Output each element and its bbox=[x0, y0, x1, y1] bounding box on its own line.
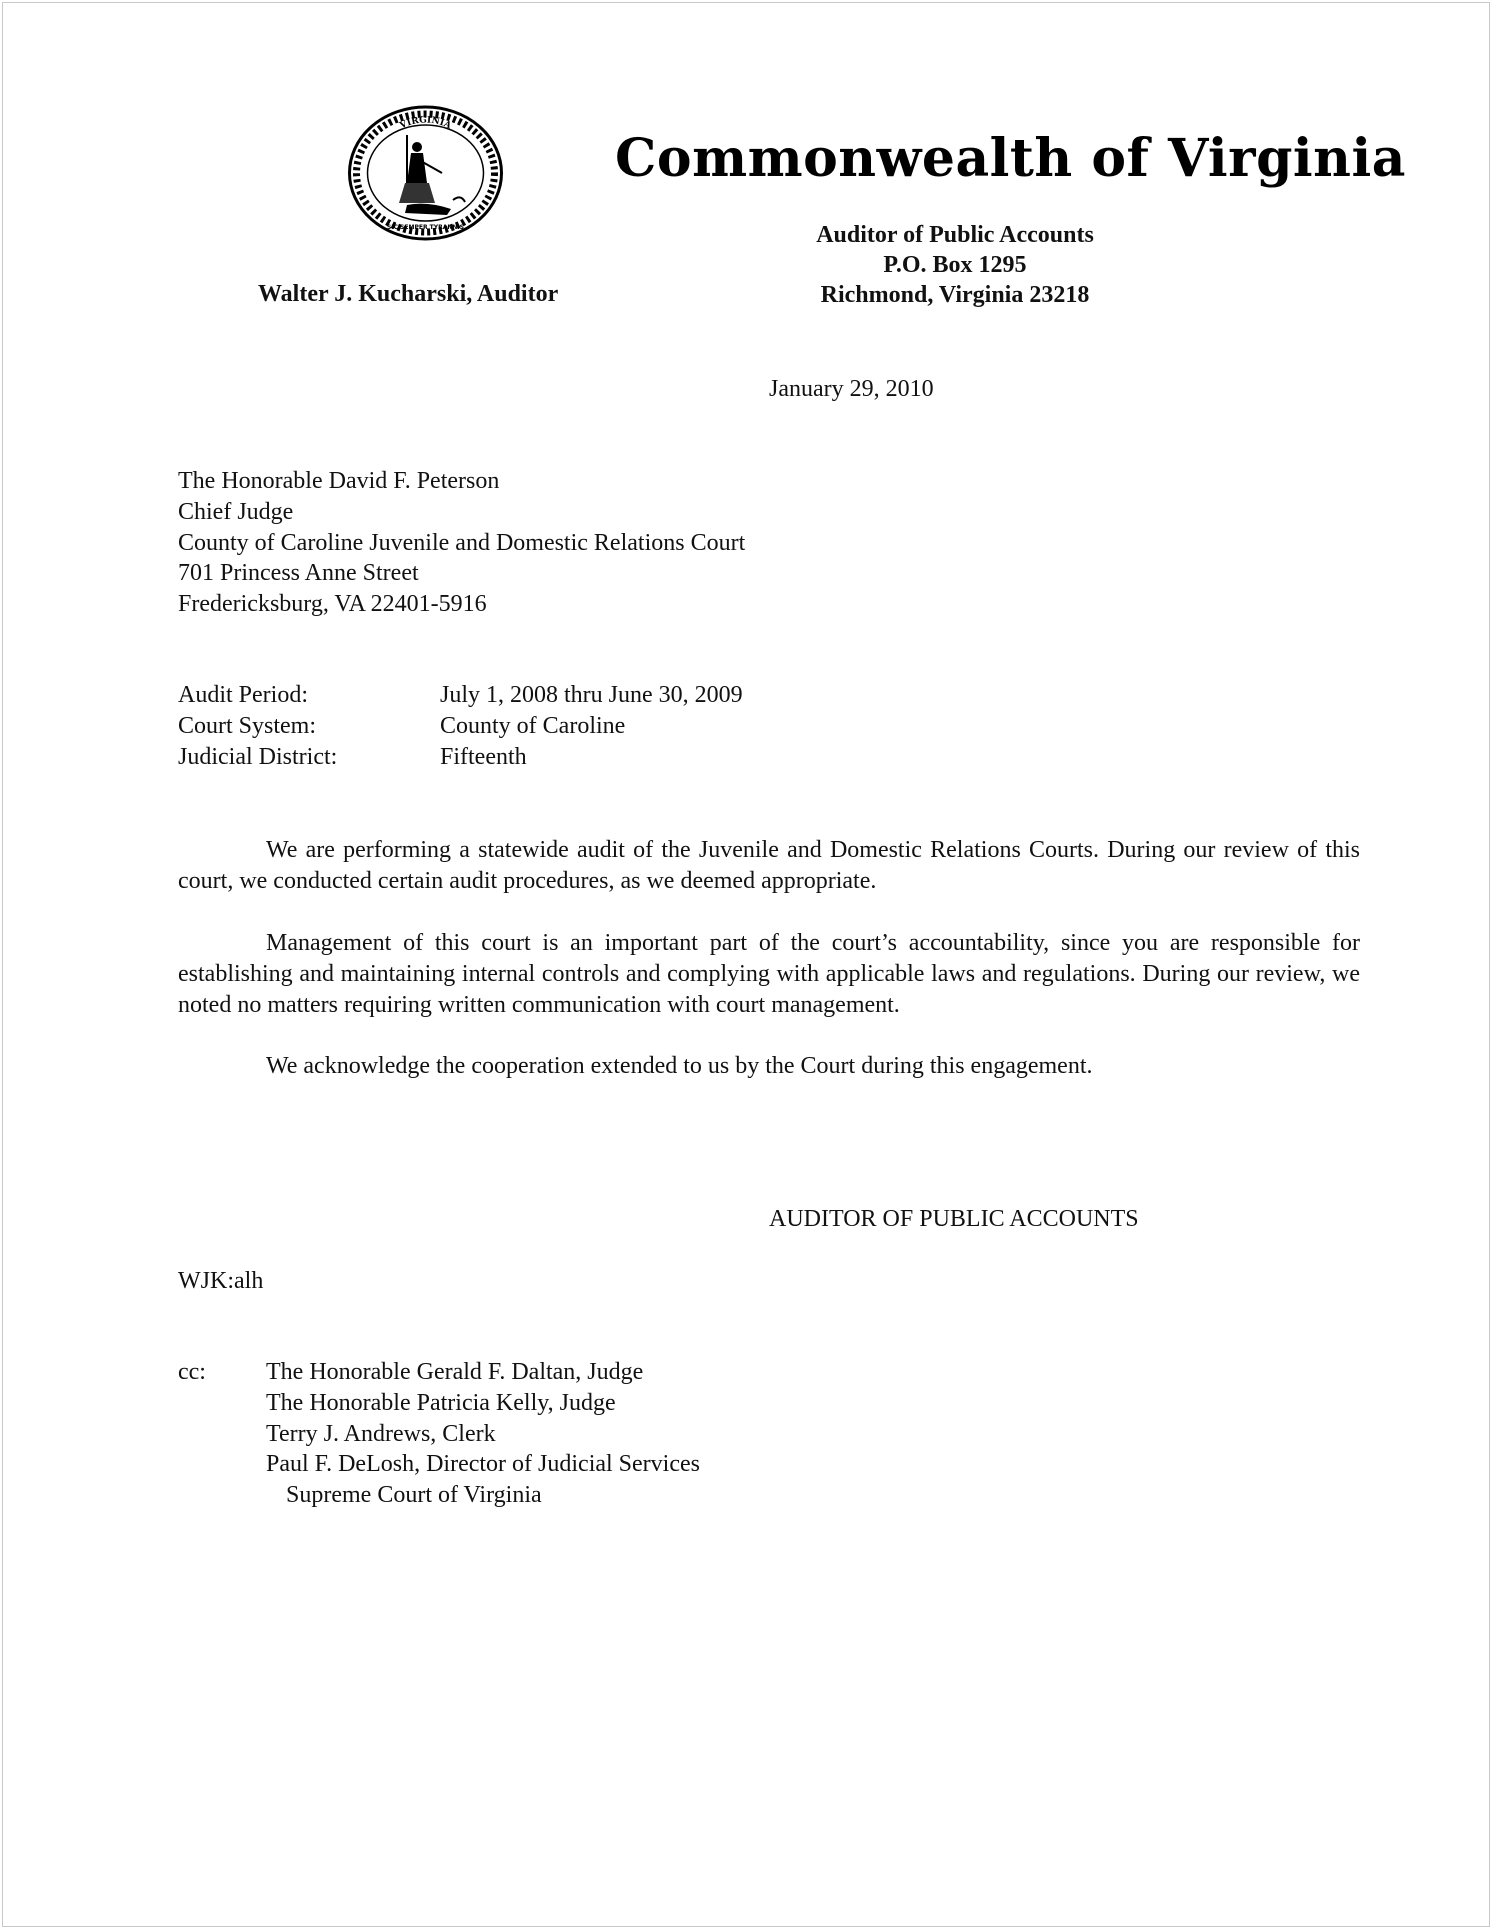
cc-recipient: The Honorable Patricia Kelly, Judge bbox=[266, 1389, 616, 1416]
recipient-court: County of Caroline Juvenile and Domestic Relations Court bbox=[178, 529, 746, 556]
cc-recipient: Paul F. DeLosh, Director of Judicial Services bbox=[266, 1451, 700, 1478]
paragraph-text: We acknowledge the cooperation extended to us by the Court during this engagement. bbox=[266, 1053, 1093, 1079]
reference-initials: WJK:alh bbox=[178, 1268, 264, 1294]
paragraph-text: We are performing a statewide audit of the Juvenile and Domestic Relations Courts. During our review of this court, we conducted certain audit procedures, as we deemed appropriate. bbox=[178, 837, 1360, 894]
office-name: Auditor of Public Accounts bbox=[816, 222, 1094, 248]
court-system-value: County of Caroline bbox=[440, 712, 626, 739]
paragraph-text: Management of this court is an important part of the court’s accountability, since you are responsible for establishing and maintaining internal controls and complying with applicable laws and regulations. During our review, we noted no matters requiring written communication with court management. bbox=[178, 930, 1360, 1018]
cc-recipient: The Honorable Gerald F. Daltan, Judge bbox=[266, 1359, 644, 1385]
recipient-street: 701 Princess Anne Street bbox=[178, 560, 419, 587]
cc-block bbox=[178, 1357, 700, 1511]
cc-label: cc: bbox=[178, 1359, 206, 1385]
cc-list bbox=[266, 1357, 700, 1511]
virginia-seal-icon bbox=[347, 105, 504, 241]
cc-recipient: Terry J. Andrews, Clerk bbox=[266, 1420, 496, 1447]
recipient-title: Chief Judge bbox=[178, 498, 294, 525]
audit-info-row bbox=[178, 680, 743, 711]
recipient-city: Fredericksburg, VA 22401-5916 bbox=[178, 591, 487, 618]
letterhead-title: Commonwealth of Virginia bbox=[615, 128, 1406, 189]
judicial-district-label: Judicial District: bbox=[178, 743, 338, 770]
body-paragraph-3 bbox=[178, 1051, 1360, 1082]
signature-block: AUDITOR OF PUBLIC ACCOUNTS bbox=[769, 1206, 1139, 1232]
body-paragraph-1 bbox=[178, 835, 1360, 897]
svg-text:SIC SEMPER TYRANNIS: SIC SEMPER TYRANNIS bbox=[387, 224, 464, 231]
recipient-name: The Honorable David F. Peterson bbox=[178, 468, 500, 494]
audit-info-row bbox=[178, 711, 743, 742]
recipient-address bbox=[178, 466, 745, 620]
audit-info-table bbox=[178, 680, 743, 772]
audit-info-row bbox=[178, 742, 743, 773]
svg-text:VIRGINIA: VIRGINIA bbox=[398, 115, 453, 132]
office-address bbox=[750, 220, 1160, 310]
audit-period-label: Audit Period: bbox=[178, 682, 308, 708]
letter-date: January 29, 2010 bbox=[769, 376, 934, 402]
judicial-district-value: Fifteenth bbox=[440, 743, 527, 770]
office-po-box: P.O. Box 1295 bbox=[883, 252, 1027, 278]
cc-recipient-org: Supreme Court of Virginia bbox=[286, 1482, 542, 1509]
body-paragraph-2 bbox=[178, 928, 1360, 1020]
office-city: Richmond, Virginia 23218 bbox=[820, 282, 1090, 308]
court-system-label: Court System: bbox=[178, 712, 317, 739]
auditor-name: Walter J. Kucharski, Auditor bbox=[258, 281, 559, 307]
audit-period-value: July 1, 2008 thru June 30, 2009 bbox=[440, 682, 743, 708]
